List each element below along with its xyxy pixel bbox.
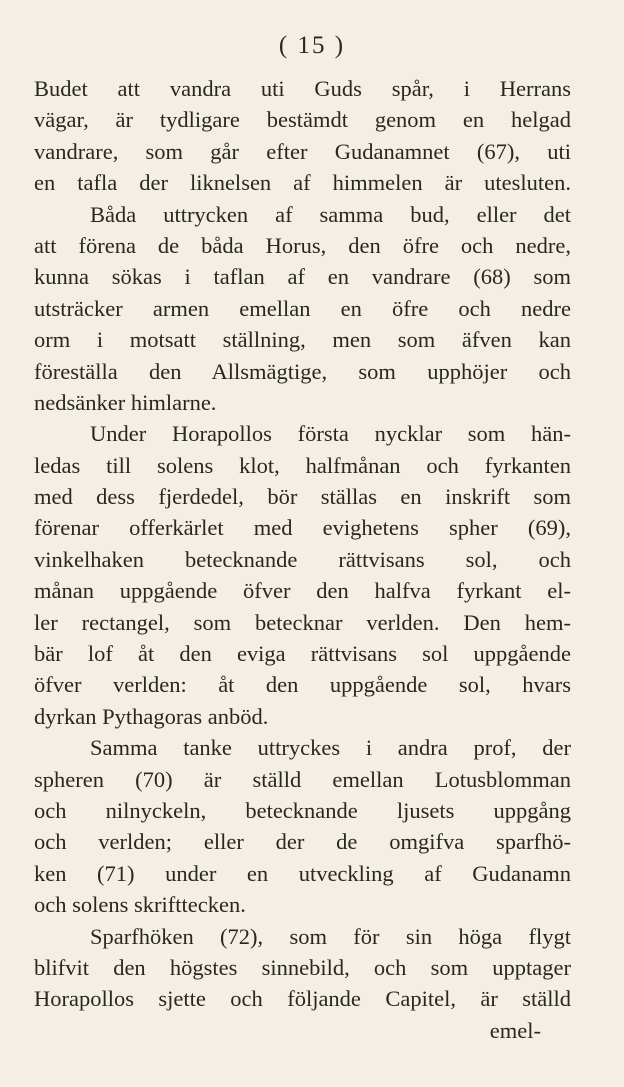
- text-line: och verlden; eller der de omgifva sparfhö-: [34, 829, 571, 855]
- text-line: orm i motsatt ställning, men som äfven kan: [34, 327, 571, 353]
- text-line: blifvit den högstes sinnebild, och som upptager: [34, 954, 571, 980]
- paragraph-end-line: och solens skrifttecken.: [34, 892, 246, 918]
- text-line: och nilnyckeln, betecknande ljusets uppgång: [34, 797, 571, 823]
- text-line: kunna sökas i taflan af en vandrare (68) som: [34, 264, 571, 290]
- text-line: spheren (70) är ställd emellan Lotusblomman: [34, 766, 571, 792]
- text-line: bär lof åt den eviga rättvisans sol uppgående: [34, 641, 571, 667]
- catchword: emel-: [489, 1017, 541, 1043]
- text-line: med dess fjerdedel, bör ställas en inskrift som: [34, 484, 571, 510]
- text-line: ken (71) under en utveckling af Gudanamn: [34, 860, 571, 886]
- text-line: utsträcker armen emellan en öfre och nedre: [34, 295, 571, 321]
- text-line: förenar offerkärlet med evighetens spher (69),: [34, 515, 571, 541]
- text-line: månan uppgående öfver den halfva fyrkant el-: [34, 578, 571, 604]
- paragraph-end-line: nedsänker himlarne.: [34, 389, 217, 415]
- paragraph-start-line: Under Horapollos första nycklar som hän-: [90, 421, 571, 447]
- text-line: vandrare, som går efter Gudanamnet (67), uti: [34, 138, 571, 164]
- page-number: ( 15 ): [278, 32, 346, 59]
- body-text: [34, 73, 571, 1046]
- text-line: öfver verlden: åt den uppgående sol, hvars: [34, 672, 571, 698]
- text-line: att förena de båda Horus, den öfre och nedre,: [34, 232, 571, 258]
- paragraph-end-line: dyrkan Pythagoras anböd.: [34, 703, 269, 729]
- text-line: en tafla der liknelsen af himmelen är utesluten.: [34, 170, 571, 196]
- text-line: ler rectangel, som betecknar verlden. Den hem-: [34, 609, 571, 635]
- text-line: föreställa den Allsmägtige, som upphöjer och: [34, 358, 571, 384]
- text-line: Budet att vandra uti Guds spår, i Herrans: [34, 76, 571, 101]
- text-line: vägar, är tydligare bestämdt genom en helgad: [34, 107, 571, 133]
- paragraph-start-line: Båda uttrycken af samma bud, eller det: [90, 201, 571, 227]
- paragraph-start-line: Samma tanke uttryckes i andra prof, der: [90, 735, 571, 761]
- text-line: ledas till solens klot, halfmånan och fyrkanten: [34, 452, 571, 478]
- text-line: Horapollos sjette och följande Capitel, är ställd: [34, 986, 571, 1012]
- paragraph-start-line: Sparfhöken (72), som för sin höga flygt: [90, 923, 571, 949]
- text-line: vinkelhaken betecknande rättvisans sol, och: [34, 546, 571, 572]
